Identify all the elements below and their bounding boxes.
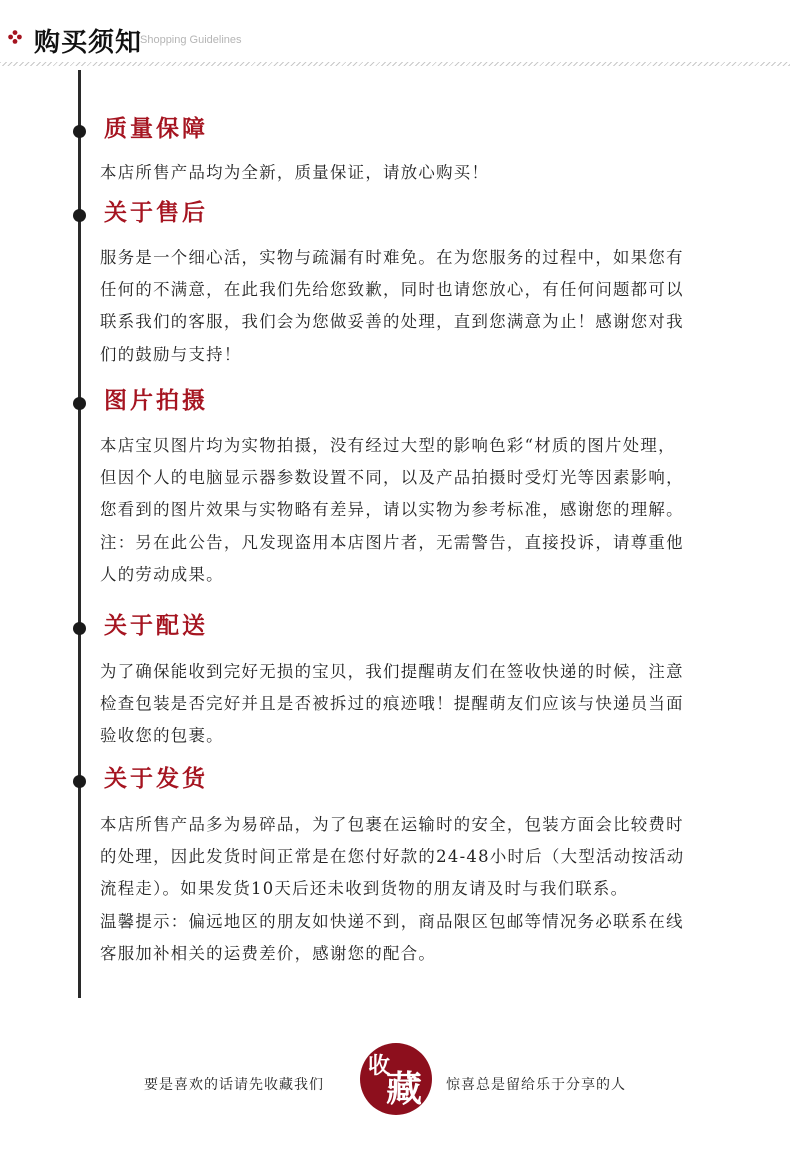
timeline-dot: [73, 622, 86, 635]
page-subtitle: Shopping Guidelines: [140, 34, 242, 46]
timeline-dot: [73, 775, 86, 788]
section-title-photos: 图片拍摄: [104, 387, 208, 414]
seal-char-small: 收: [368, 1053, 391, 1079]
text-line: 的处理，因此发货时间正常是在您付好款的24-48小时后（大型活动按活动: [100, 847, 685, 867]
seal-char-big: 藏: [386, 1068, 423, 1110]
section-body-shipping: [100, 809, 770, 970]
section-body-photos: [100, 430, 770, 591]
text-line: 本店宝贝图片均为实物拍摄，没有经过大型的影响色彩“材质的图片处理，: [100, 436, 676, 455]
text-line: 为了确保能收到完好无损的宝贝，我们提醒萌友们在签收快递的时候，注意: [100, 662, 684, 681]
header-divider: [0, 62, 790, 66]
text-line: 联系我们的客服，我们会为您做妥善的处理，直到您满意为止！感谢您对我: [100, 312, 684, 332]
footer-left-text: 要是喜欢的话请先收藏我们: [144, 1077, 324, 1093]
text-line: 本店所售产品均为全新，质量保证，请放心购买！: [100, 163, 490, 182]
text-line: 任何的不满意，在此我们先给您致歉，同时也请您放心，有任何问题都可以: [100, 280, 684, 300]
section-title-quality: 质量保障: [104, 115, 208, 142]
page-header: [0, 0, 790, 70]
text-line: 流程走）。如果发货10天后还未收到货物的朋友请及时与我们联系。: [100, 879, 629, 899]
timeline-dot: [73, 125, 86, 138]
section-body-after-sales: [100, 242, 770, 371]
footer-right-text: 惊喜总是留给乐于分享的人: [446, 1077, 626, 1093]
text-line: 人的劳动成果。: [100, 564, 224, 584]
favorite-seal-button[interactable]: [360, 1043, 432, 1115]
text-line: 本店所售产品多为易碎品，为了包裹在运输时的安全，包装方面会比较费时: [100, 815, 684, 834]
text-line: 客服加补相关的运费差价，感谢您的配合。: [100, 943, 437, 963]
text-line: 检查包装是否完好并且是否被拆过的痕迹哦！提醒萌友们应该与快递员当面: [100, 694, 684, 714]
text-line: 们的鼓励与支持！: [100, 344, 242, 364]
section-title-after-sales: 关于售后: [104, 199, 208, 226]
section-title-delivery: 关于配送: [104, 612, 208, 639]
text-line: 但因个人的电脑显示器参数设置不同，以及产品拍摄时受灯光等因素影响，: [100, 468, 684, 488]
text-line: 服务是一个细心活，实物与疏漏有时难免。在为您服务的过程中，如果您有: [100, 248, 684, 267]
text-line: 注：另在此公告，凡发现盗用本店图片者，无需警告，直接投诉，请尊重他: [100, 532, 684, 552]
page-title: 购买须知: [34, 28, 143, 58]
timeline-dot: [73, 397, 86, 410]
text-line: 温馨提示：偏远地区的朋友如快递不到，商品限区包邮等情况务必联系在线: [100, 911, 684, 931]
flower-icon: [8, 30, 22, 44]
section-body-quality: [100, 157, 770, 189]
text-line: 您看到的图片效果与实物略有差异，请以实物为参考标准，感谢您的理解。: [100, 500, 684, 520]
text-line: 验收您的包裹。: [100, 726, 224, 746]
timeline-dot: [73, 209, 86, 222]
section-title-shipping: 关于发货: [104, 765, 208, 792]
section-body-delivery: [100, 656, 770, 753]
